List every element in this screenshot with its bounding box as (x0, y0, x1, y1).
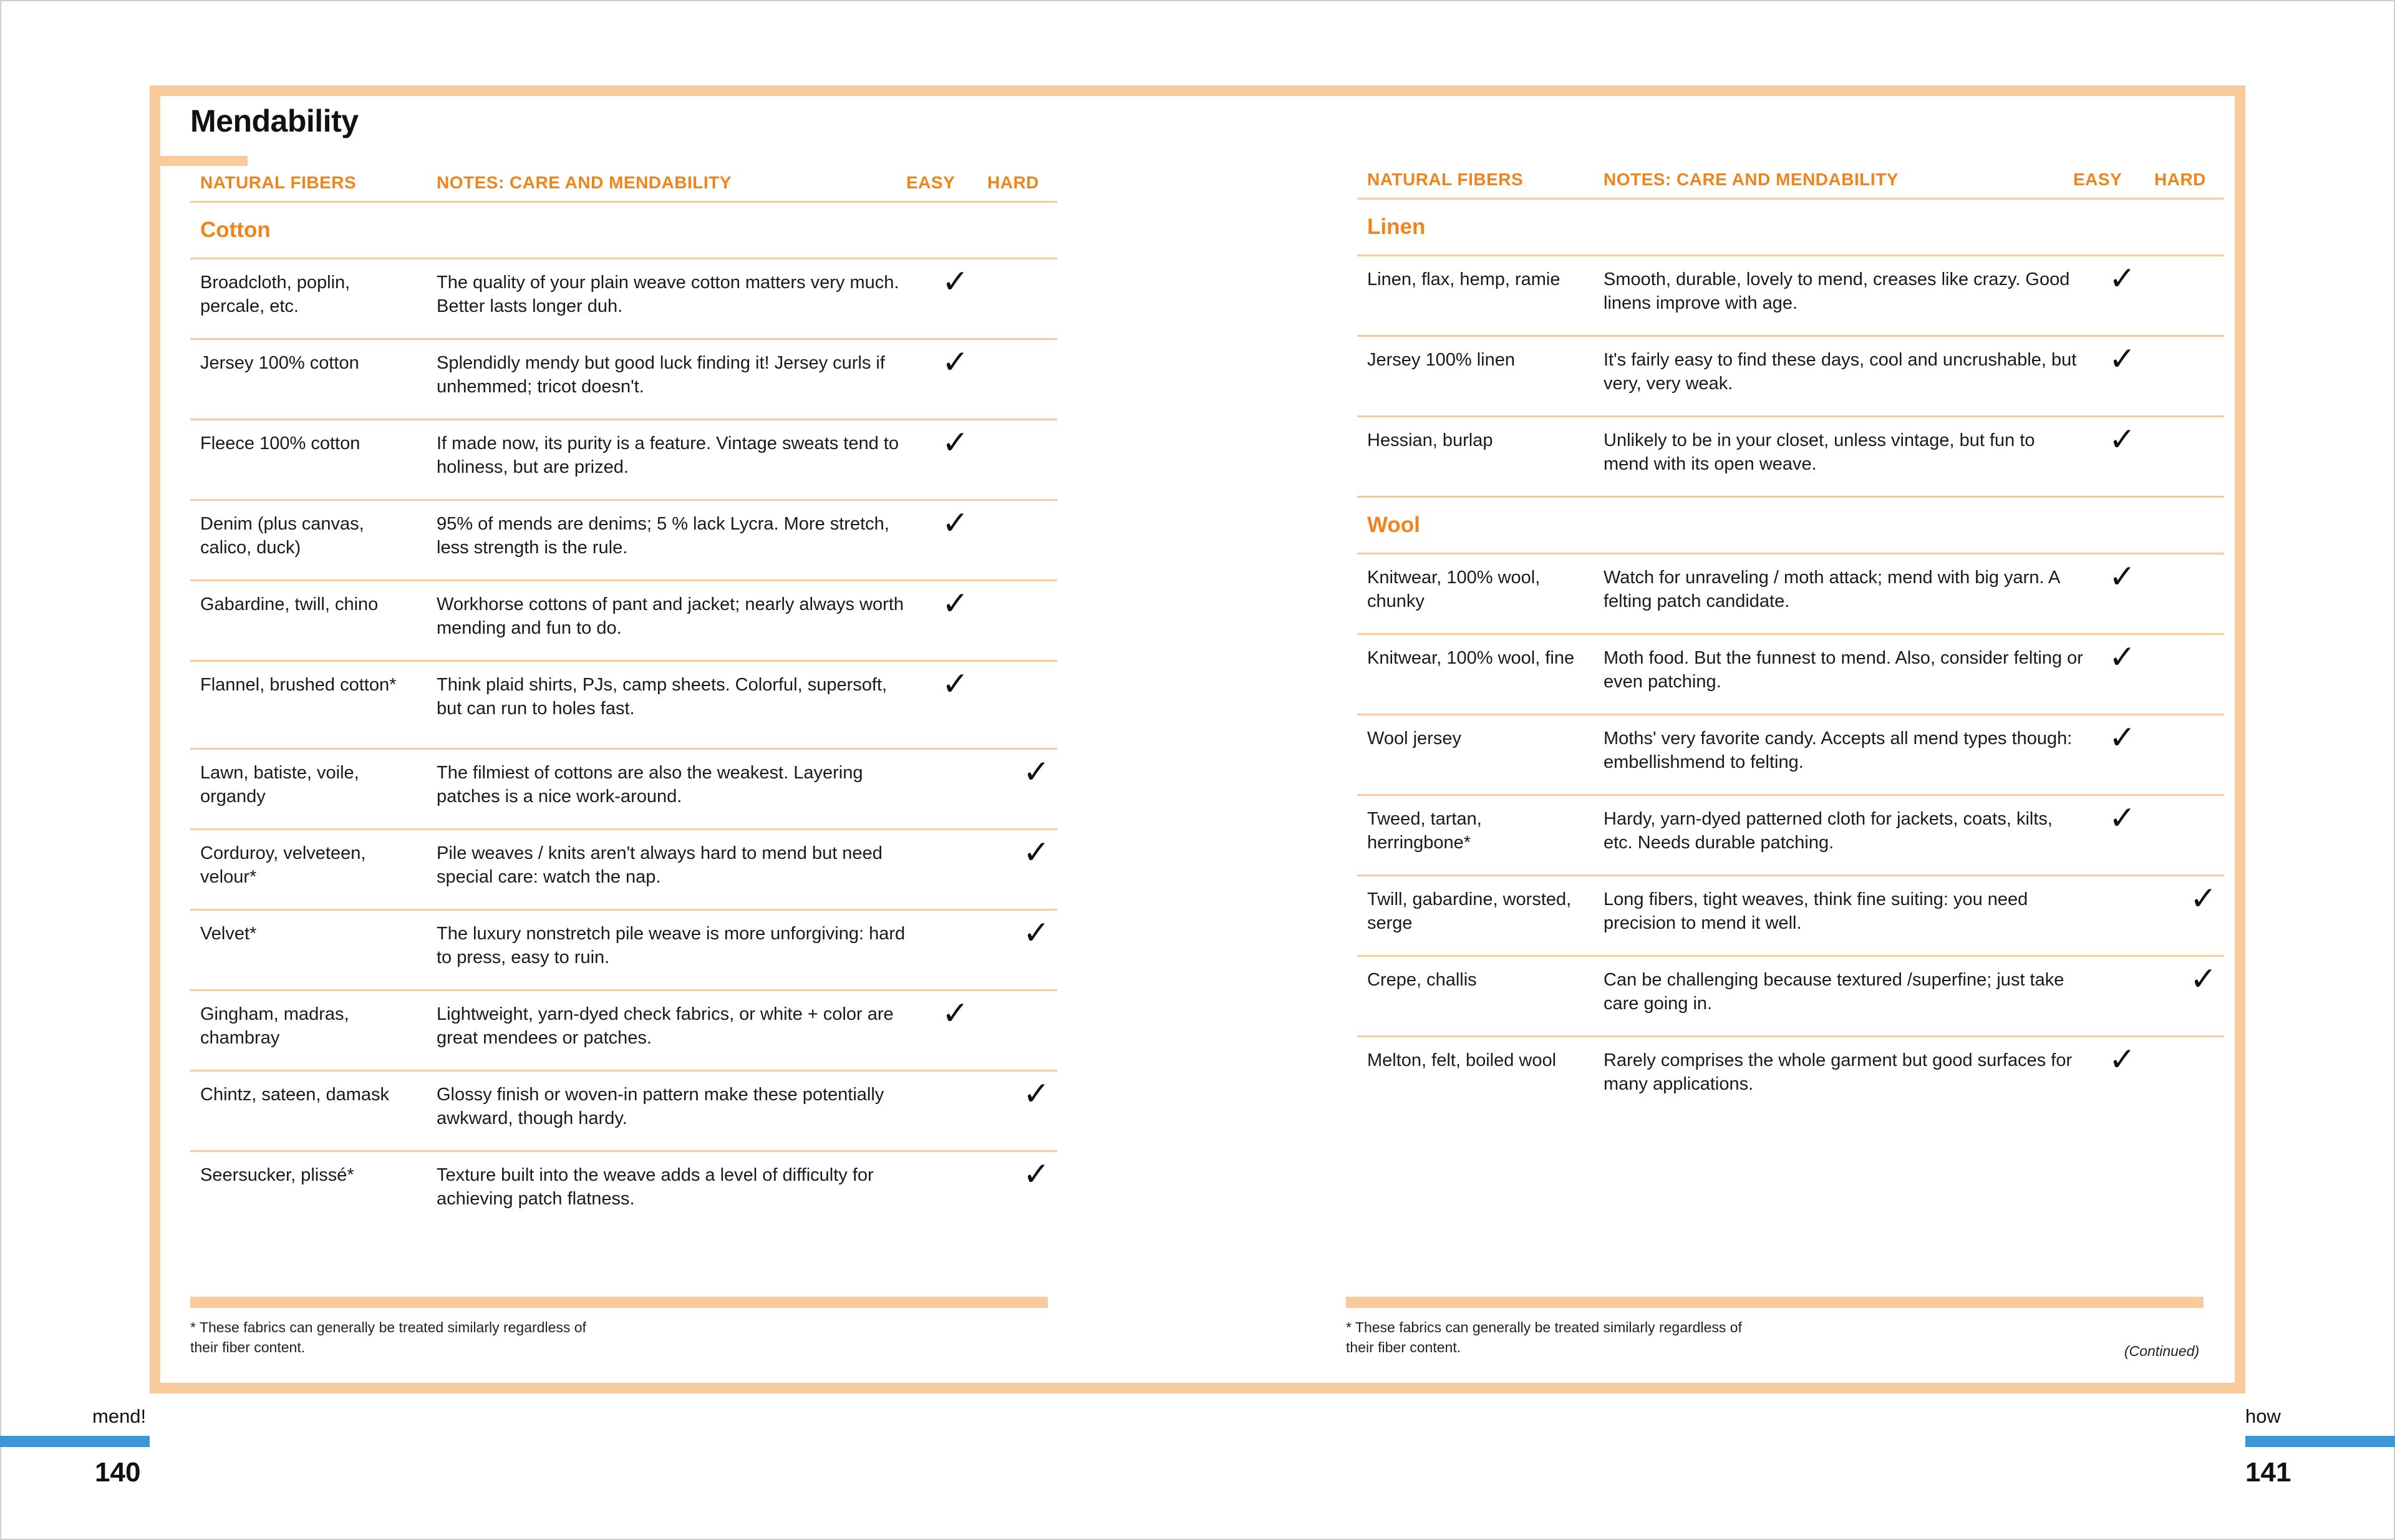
fiber-name: Gingham, madras, chambray (200, 1004, 349, 1048)
table-row (190, 991, 1057, 1072)
table-row (1357, 256, 2224, 337)
category-wool (1357, 498, 2224, 554)
fiber-name: Linen, flax, hemp, ramie (1367, 269, 1560, 289)
left-bottom-rule (190, 1297, 1048, 1308)
left-blue-bar (0, 1436, 150, 1447)
table-header (1357, 142, 2224, 200)
page-number-right: 141 (2245, 1457, 2291, 1488)
header-fibers: NATURAL FIBERS (1367, 170, 1524, 189)
fiber-name: Jersey 100% cotton (200, 353, 359, 373)
hard-check-icon: ✓ (2190, 961, 2217, 997)
page-title: Mendability (190, 104, 359, 138)
easy-check-icon: ✓ (942, 425, 969, 461)
table-row (1357, 554, 2224, 635)
table-row (1357, 715, 2224, 796)
category-cotton (190, 203, 1057, 259)
care-note: Long fibers, tight weaves, think fine suiting: you need precision to mend it well. (1604, 889, 2028, 933)
care-note: Think plaid shirts, PJs, camp sheets. Colorful, supersoft, but can run to holes fast. (437, 675, 888, 719)
table-row (190, 259, 1057, 340)
table-row (190, 581, 1057, 662)
fiber-name: Wool jersey (1367, 729, 1461, 748)
header-notes: NOTES: CARE AND MENDABILITY (437, 173, 732, 192)
easy-check-icon: ✓ (2109, 559, 2136, 595)
care-note: Texture built into the weave adds a level of difficulty for achieving patch flatness. (437, 1165, 874, 1209)
hard-check-icon: ✓ (2190, 881, 2217, 917)
care-note: Watch for unraveling / moth attack; mend with big yarn. A felting patch candidate. (1604, 568, 2059, 611)
table-row (190, 750, 1057, 830)
easy-check-icon: ✓ (942, 344, 969, 380)
table-row (1357, 876, 2224, 957)
category-label: Cotton (200, 218, 271, 242)
fiber-name: Gabardine, twill, chino (200, 594, 379, 614)
care-note: Can be challenging because textured /superfine; just take care going in. (1604, 970, 2064, 1014)
fiber-name: Velvet* (200, 924, 257, 944)
running-head-right: how (2245, 1405, 2281, 1427)
right-blue-bar (2245, 1436, 2395, 1447)
fiber-name: Crepe, challis (1367, 970, 1477, 990)
care-note: Unlikely to be in your closet, unless vintage, but fun to mend with its open weave. (1604, 430, 2035, 474)
fiber-name: Twill, gabardine, worsted, serge (1367, 889, 1572, 933)
fiber-name: Knitwear, 100% wool, fine (1367, 648, 1575, 668)
easy-check-icon: ✓ (2109, 800, 2136, 836)
fiber-name: Broadcloth, poplin, percale, etc. (200, 273, 351, 316)
header-easy: EASY (2073, 170, 2122, 189)
table-row (1357, 796, 2224, 876)
category-label: Wool (1367, 513, 1420, 537)
easy-check-icon: ✓ (942, 505, 969, 541)
care-note: The quality of your plain weave cotton matters very much. Better lasts longer duh. (437, 273, 899, 316)
table-row (190, 340, 1057, 420)
fiber-name: Hessian, burlap (1367, 430, 1493, 450)
table-row (190, 1152, 1057, 1231)
table-row (1357, 635, 2224, 715)
fiber-name: Fleece 100% cotton (200, 433, 360, 453)
hard-check-icon: ✓ (1023, 835, 1050, 871)
easy-check-icon: ✓ (2109, 639, 2136, 676)
fiber-name: Knitwear, 100% wool, chunky (1367, 568, 1541, 611)
easy-check-icon: ✓ (942, 666, 969, 702)
fiber-name: Melton, felt, boiled wool (1367, 1050, 1557, 1070)
hard-check-icon: ✓ (1023, 1076, 1050, 1112)
table-row (190, 420, 1057, 501)
care-note: Lightweight, yarn-dyed check fabrics, or white + color are great mendees or patches. (437, 1004, 894, 1048)
right-bottom-rule (1346, 1297, 2204, 1308)
easy-check-icon: ✓ (2109, 1042, 2136, 1078)
hard-check-icon: ✓ (1023, 915, 1050, 951)
table-row (190, 1072, 1057, 1152)
right-table (1357, 142, 2224, 1116)
fiber-name: Jersey 100% linen (1367, 350, 1515, 370)
care-note: Workhorse cottons of pant and jacket; nearly always worth mending and fun to do. (437, 594, 904, 638)
table-row (1357, 1037, 2224, 1116)
header-easy: EASY (906, 173, 956, 192)
care-note: Splendidly mendy but good luck finding it! Jersey curls if unhemmed; tricot doesn't. (437, 353, 885, 397)
care-note: Moth food. But the funnest to mend. Also, consider felting or even patching. (1604, 648, 2083, 692)
left-table (190, 145, 1057, 1231)
care-note: 95% of mends are denims; 5 % lack Lycra. More stretch, less strength is the rule. (437, 514, 889, 558)
care-note: Rarely comprises the whole garment but good surfaces for many applications. (1604, 1050, 2073, 1094)
easy-check-icon: ✓ (2109, 422, 2136, 458)
care-note: The luxury nonstretch pile weave is more unforgiving: hard to press, easy to ruin. (437, 924, 906, 967)
table-header (190, 145, 1057, 203)
table-row (190, 662, 1057, 750)
easy-check-icon: ✓ (2109, 341, 2136, 377)
continued-note: (Continued) (2124, 1343, 2200, 1359)
header-fibers: NATURAL FIBERS (200, 173, 357, 192)
care-note: Pile weaves / knits aren't always hard to mend but need special care: watch the nap. (437, 843, 883, 887)
care-note: Glossy finish or woven-in pattern make these potentially awkward, though hardy. (437, 1085, 884, 1128)
table-row (1357, 337, 2224, 417)
care-note: It's fairly easy to find these days, cool and uncrushable, but very, very weak. (1604, 350, 2077, 394)
running-head-left: mend! (92, 1405, 147, 1427)
care-note: Smooth, durable, lovely to mend, creases like crazy. Good linens improve with age. (1604, 269, 2070, 313)
table-row (190, 501, 1057, 581)
page-number-left: 140 (95, 1457, 141, 1488)
header-hard: HARD (987, 173, 1039, 192)
category-linen (1357, 200, 2224, 256)
easy-check-icon: ✓ (942, 586, 969, 622)
table-row (1357, 417, 2224, 498)
category-label: Linen (1367, 215, 1426, 239)
fiber-name: Denim (plus canvas, calico, duck) (200, 514, 364, 558)
table-row (190, 911, 1057, 991)
header-hard: HARD (2154, 170, 2206, 189)
care-note: Hardy, yarn-dyed patterned cloth for jackets, coats, kilts, etc. Needs durable patching. (1604, 809, 2053, 853)
fiber-name: Tweed, tartan, herringbone* (1367, 809, 1482, 853)
hard-check-icon: ✓ (1023, 1156, 1050, 1193)
table-row (190, 830, 1057, 911)
hard-check-icon: ✓ (1023, 754, 1050, 790)
easy-check-icon: ✓ (942, 995, 969, 1032)
header-notes: NOTES: CARE AND MENDABILITY (1604, 170, 1899, 189)
fiber-name: Corduroy, velveteen, velour* (200, 843, 366, 887)
care-note: The filmiest of cottons are also the weakest. Layering patches is a nice work-around. (437, 763, 863, 806)
care-note: Moths' very favorite candy. Accepts all mend types though: embellishmend to felting. (1604, 729, 2073, 772)
easy-check-icon: ✓ (942, 264, 969, 300)
fiber-name: Flannel, brushed cotton* (200, 675, 397, 695)
footnote-left: * These fabrics can generally be treated similarly regardless of their fiber content. (190, 1319, 586, 1355)
care-note: If made now, its purity is a feature. Vintage sweats tend to holiness, but are prized. (437, 433, 899, 477)
footnote-right: * These fabrics can generally be treated similarly regardless of their fiber content. (1346, 1319, 1742, 1355)
easy-check-icon: ✓ (2109, 261, 2136, 297)
fiber-name: Chintz, sateen, damask (200, 1085, 390, 1105)
fiber-name: Lawn, batiste, voile, organdy (200, 763, 359, 806)
easy-check-icon: ✓ (2109, 720, 2136, 756)
fiber-name: Seersucker, plissé* (200, 1165, 354, 1185)
table-row (1357, 957, 2224, 1037)
